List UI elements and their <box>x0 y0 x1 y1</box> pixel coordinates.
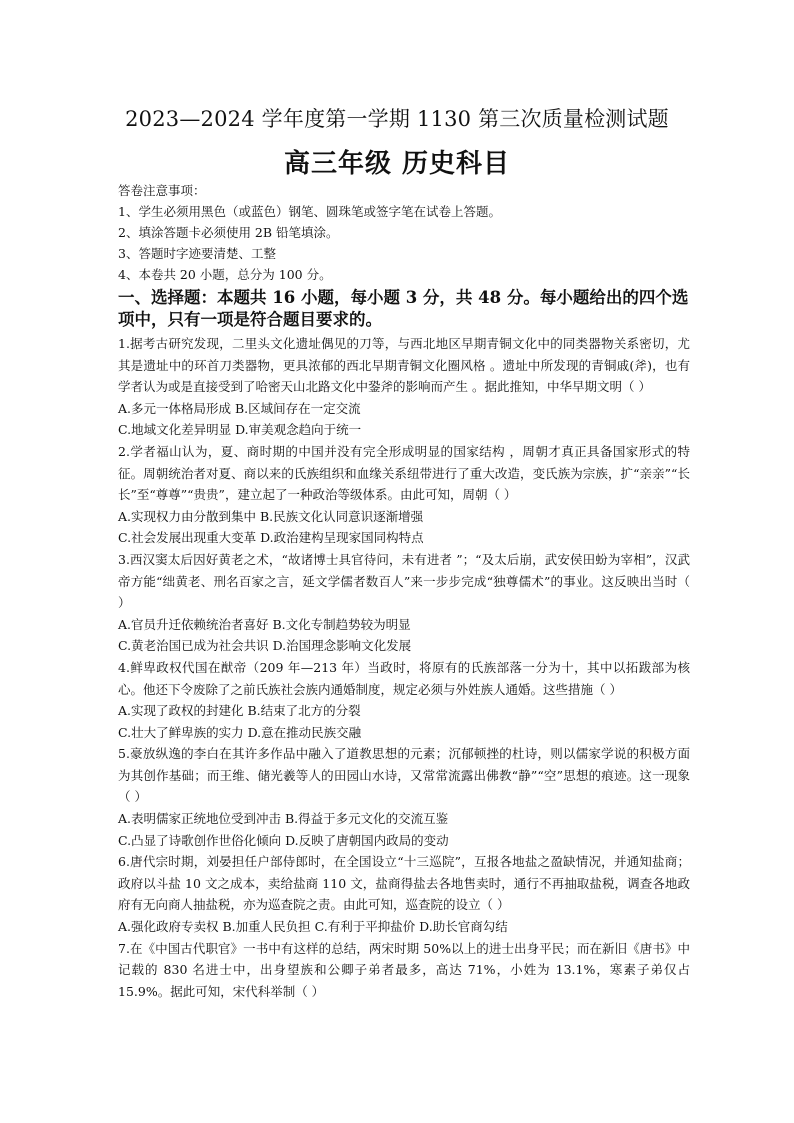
question-options: A.强化政府专卖权 B.加重人民负担 C.有利于平抑盐价 D.助长官商勾结 <box>118 919 508 935</box>
question-options: C.黄老治国已成为社会共识 D.治国理念影响文化发展 <box>118 638 412 654</box>
question-1 <box>118 333 690 441</box>
section-heading: 一、选择题：本题共 16 小题，每小题 3 分，共 48 分。每小题给出的四个选项中，只有一项是符合题目要求的。 <box>118 288 689 329</box>
question-3 <box>118 549 690 657</box>
question-stem: 7.在《中国古代职官》一书中有这样的总结，两宋时期 50%以上的进士出身平民；而在新旧《唐书》中记载的 830 名进士中，出身望族和公卿子弟者最多，高达 71%，小姓为 13.1%，寒素子弟仅占 15.9%。据此可知，宋代科举制（ ） <box>118 940 690 999</box>
question-stem: 4.鲜卑政权代国在猷帝（209 年—213 年）当政时，将原有的氏族部落一分为十，其中以拓跋部为核心。他还下令废除了之前氏族社会族内通婚制度，规定必须与外姓族人通婚。这些措施（ ） <box>118 659 690 697</box>
question-2 <box>118 441 690 549</box>
notice-item: 3、答题时字迹要清楚、工整 <box>118 246 276 261</box>
exam-subtitle: 高三年级 历史科目 <box>283 149 511 179</box>
question-stem: 6.唐代宗时期，刘晏担任户部侍郎时，在全国设立“十三巡院”，互报各地盐之盈缺情况，并通知盐商；政府以斗盐 10 文之成本，卖给盐商 110 文，盐商得盐去各地售卖时，通行不再抽取盐税，调查各地政府有无向商人抽盐税，亦为巡查院之责。由此可知，巡查院的设立（ ） <box>118 854 690 913</box>
notice-heading: 答卷注意事项： <box>118 183 206 198</box>
question-options: A.实现了政权的封建化 B.结束了北方的分裂 <box>118 703 361 719</box>
question-stem: 5.豪放纵逸的李白在其许多作品中融入了道教思想的元素；沉郁顿挫的杜诗，则以儒家学说的积极方面为其创作基础；而王维、储光羲等人的田园山水诗，又常常流露出佛教“静”“空”思想的痕迹。这一现象（ ） <box>118 746 690 805</box>
question-options: C.凸显了诗歌创作世俗化倾向 D.反映了唐朝国内政局的变动 <box>118 832 449 848</box>
question-4 <box>118 657 690 743</box>
question-options: C.壮大了鲜卑族的实力 D.意在推动民族交融 <box>118 724 362 740</box>
exam-title: 2023—2024 学年度第一学期 1130 第三次质量检测试题 <box>125 107 669 131</box>
question-options: C.社会发展出现重大变革 D.政治建构呈现家国同构特点 <box>118 530 424 546</box>
notice-item: 1、学生必须用黑色（或蓝色）钢笔、圆珠笔或签字笔在试卷上答题。 <box>118 204 501 219</box>
question-options: A.官员升迁依赖统治者喜好 B.文化专制趋势较为明显 <box>118 616 411 632</box>
question-stem: 3.西汉窦太后因好黄老之术，“故诸博士具官待问，未有进者 ”；“及太后崩，武安侯田蚡为宰相”，汉武帝方能“绌黄老、刑名百家之言，延文学儒者数百人”来一步步完成“独尊儒术”的事业。这反映出当时（ ） <box>118 551 690 611</box>
question-options: A.表明儒家正统地位受到冲击 B.得益于多元文化的交流互鉴 <box>118 811 449 827</box>
question-options: A.实现权力由分散到集中 B.民族文化认同意识逐渐增强 <box>118 508 424 524</box>
question-stem: 2.学者福山认为，夏、商时期的中国并没有完全形成明显的国家结构 ，周朝才真正具备国家形式的特征。周朝统治者对夏、商以来的氏族组织和血缘关系纽带进行了重大改造，变氏族为宗族，扩“亲亲”“长长”至“尊尊”“贵贵”，建立起了一种政治等级体系。由此可知，周朝（ ） <box>118 443 690 503</box>
question-options: C.地域文化差异明显 D.审美观念趋向于统一 <box>118 422 362 438</box>
notice-block <box>118 180 690 285</box>
question-7 <box>118 938 690 1003</box>
question-options: A.多元一体格局形成 B.区域间存在一定交流 <box>118 400 361 416</box>
question-stem: 1.据考古研究发现，二里头文化遗址偶见的刀等，与西北地区早期青铜文化中的同类器物关系密切，尤其是遗址中的环首刀类器物，更具浓郁的西北早期青铜文化圈风格 。遗址中所发现的青铜戚(斧)，也有学者认为或是直接受到了哈密天山北路文化中銎斧的影响而产生 。据此推知，中华早期文明（ ） <box>118 336 690 395</box>
question-6 <box>118 851 690 937</box>
notice-item: 2、填涂答题卡必须使用 2B 铅笔填涂。 <box>118 225 339 240</box>
exam-content <box>118 180 690 1002</box>
notice-item: 4、本卷共 20 小题，总分为 100 分。 <box>118 267 332 282</box>
question-5 <box>118 743 690 851</box>
